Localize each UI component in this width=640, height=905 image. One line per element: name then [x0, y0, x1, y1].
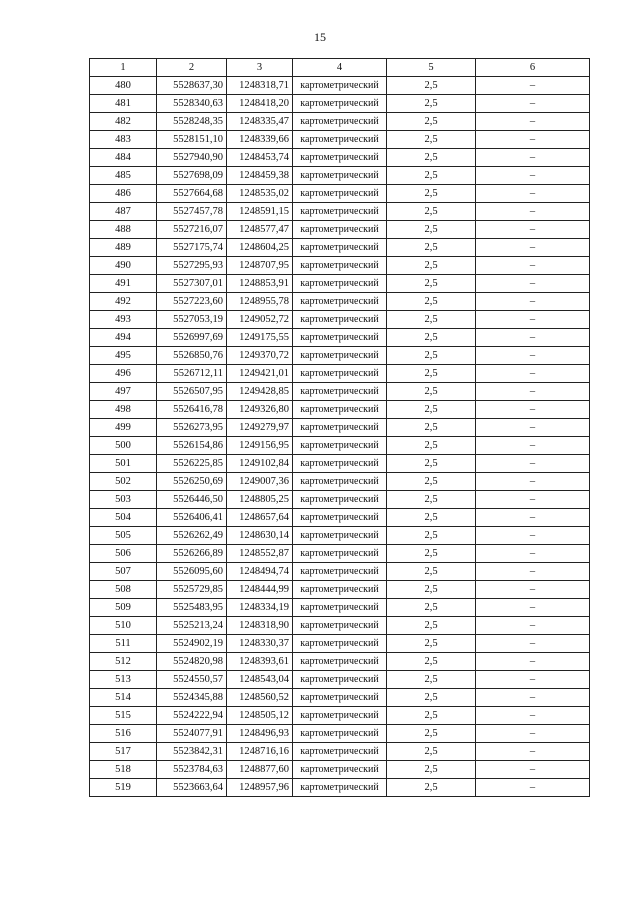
x-coordinate-cell: 5524902,19: [157, 635, 227, 653]
x-coordinate-cell: 5527664,68: [157, 185, 227, 203]
method-cell: картометрический: [293, 653, 387, 671]
note-cell: –: [476, 599, 590, 617]
point-number-cell: 495: [90, 347, 157, 365]
accuracy-cell: 2,5: [387, 275, 476, 293]
point-number-cell: 484: [90, 149, 157, 167]
method-cell: картометрический: [293, 311, 387, 329]
note-cell: –: [476, 671, 590, 689]
point-number-cell: 489: [90, 239, 157, 257]
point-number-cell: 500: [90, 437, 157, 455]
point-number-cell: 491: [90, 275, 157, 293]
x-coordinate-cell: 5527940,90: [157, 149, 227, 167]
method-cell: картометрический: [293, 401, 387, 419]
x-coordinate-cell: 5527307,01: [157, 275, 227, 293]
point-number-cell: 502: [90, 473, 157, 491]
x-coordinate-cell: 5525213,24: [157, 617, 227, 635]
method-cell: картометрический: [293, 509, 387, 527]
header-cell: 4: [293, 59, 387, 77]
y-coordinate-cell: 1248330,37: [227, 635, 293, 653]
note-cell: –: [476, 707, 590, 725]
accuracy-cell: 2,5: [387, 617, 476, 635]
point-number-cell: 505: [90, 527, 157, 545]
x-coordinate-cell: 5524550,57: [157, 671, 227, 689]
y-coordinate-cell: 1248318,71: [227, 77, 293, 95]
table-row: [90, 311, 590, 329]
method-cell: картометрический: [293, 383, 387, 401]
table-row: [90, 221, 590, 239]
note-cell: –: [476, 491, 590, 509]
note-cell: –: [476, 275, 590, 293]
note-cell: –: [476, 509, 590, 527]
note-cell: –: [476, 635, 590, 653]
accuracy-cell: 2,5: [387, 149, 476, 167]
point-number-cell: 509: [90, 599, 157, 617]
method-cell: картометрический: [293, 149, 387, 167]
accuracy-cell: 2,5: [387, 545, 476, 563]
note-cell: –: [476, 149, 590, 167]
y-coordinate-cell: 1248543,04: [227, 671, 293, 689]
method-cell: картометрический: [293, 257, 387, 275]
point-number-cell: 498: [90, 401, 157, 419]
table-row: [90, 671, 590, 689]
table-row: [90, 725, 590, 743]
table-row: [90, 167, 590, 185]
x-coordinate-cell: 5527698,09: [157, 167, 227, 185]
note-cell: –: [476, 95, 590, 113]
method-cell: картометрический: [293, 545, 387, 563]
point-number-cell: 487: [90, 203, 157, 221]
table-body: [90, 59, 590, 797]
point-number-cell: 504: [90, 509, 157, 527]
table-row: [90, 131, 590, 149]
point-number-cell: 497: [90, 383, 157, 401]
method-cell: картометрический: [293, 419, 387, 437]
header-cell: 2: [157, 59, 227, 77]
accuracy-cell: 2,5: [387, 293, 476, 311]
note-cell: –: [476, 185, 590, 203]
y-coordinate-cell: 1248453,74: [227, 149, 293, 167]
point-number-cell: 496: [90, 365, 157, 383]
method-cell: картометрический: [293, 491, 387, 509]
header-cell: 3: [227, 59, 293, 77]
y-coordinate-cell: 1248560,52: [227, 689, 293, 707]
table-row: [90, 113, 590, 131]
y-coordinate-cell: 1248496,93: [227, 725, 293, 743]
x-coordinate-cell: 5528637,30: [157, 77, 227, 95]
accuracy-cell: 2,5: [387, 761, 476, 779]
y-coordinate-cell: 1248957,96: [227, 779, 293, 797]
x-coordinate-cell: 5527295,93: [157, 257, 227, 275]
point-number-cell: 515: [90, 707, 157, 725]
x-coordinate-cell: 5523842,31: [157, 743, 227, 761]
method-cell: картометрический: [293, 473, 387, 491]
point-number-cell: 507: [90, 563, 157, 581]
method-cell: картометрический: [293, 689, 387, 707]
x-coordinate-cell: 5527216,07: [157, 221, 227, 239]
accuracy-cell: 2,5: [387, 653, 476, 671]
table-row: [90, 473, 590, 491]
x-coordinate-cell: 5526266,89: [157, 545, 227, 563]
note-cell: –: [476, 527, 590, 545]
method-cell: картометрический: [293, 743, 387, 761]
y-coordinate-cell: 1248335,47: [227, 113, 293, 131]
x-coordinate-cell: 5523663,64: [157, 779, 227, 797]
x-coordinate-cell: 5525729,85: [157, 581, 227, 599]
note-cell: –: [476, 167, 590, 185]
table-row: [90, 419, 590, 437]
table-row: [90, 365, 590, 383]
method-cell: картометрический: [293, 725, 387, 743]
x-coordinate-cell: 5526250,69: [157, 473, 227, 491]
table-row: [90, 437, 590, 455]
method-cell: картометрический: [293, 293, 387, 311]
accuracy-cell: 2,5: [387, 401, 476, 419]
y-coordinate-cell: 1248716,16: [227, 743, 293, 761]
note-cell: –: [476, 545, 590, 563]
x-coordinate-cell: 5527175,74: [157, 239, 227, 257]
note-cell: –: [476, 113, 590, 131]
x-coordinate-cell: 5523784,63: [157, 761, 227, 779]
table-row: [90, 545, 590, 563]
method-cell: картометрический: [293, 599, 387, 617]
note-cell: –: [476, 365, 590, 383]
table-row: [90, 581, 590, 599]
table-row: [90, 203, 590, 221]
accuracy-cell: 2,5: [387, 581, 476, 599]
table-header-row: [90, 59, 590, 77]
accuracy-cell: 2,5: [387, 167, 476, 185]
accuracy-cell: 2,5: [387, 185, 476, 203]
page-number: 15: [314, 30, 326, 44]
table-row: [90, 455, 590, 473]
point-number-cell: 488: [90, 221, 157, 239]
y-coordinate-cell: 1248657,64: [227, 509, 293, 527]
point-number-cell: 510: [90, 617, 157, 635]
note-cell: –: [476, 419, 590, 437]
y-coordinate-cell: 1249102,84: [227, 455, 293, 473]
y-coordinate-cell: 1248444,99: [227, 581, 293, 599]
accuracy-cell: 2,5: [387, 671, 476, 689]
note-cell: –: [476, 221, 590, 239]
x-coordinate-cell: 5526997,69: [157, 329, 227, 347]
y-coordinate-cell: 1248577,47: [227, 221, 293, 239]
accuracy-cell: 2,5: [387, 95, 476, 113]
point-number-cell: 517: [90, 743, 157, 761]
note-cell: –: [476, 473, 590, 491]
y-coordinate-cell: 1248339,66: [227, 131, 293, 149]
accuracy-cell: 2,5: [387, 131, 476, 149]
note-cell: –: [476, 581, 590, 599]
x-coordinate-cell: 5526273,95: [157, 419, 227, 437]
table-row: [90, 617, 590, 635]
x-coordinate-cell: 5526850,76: [157, 347, 227, 365]
y-coordinate-cell: 1248955,78: [227, 293, 293, 311]
x-coordinate-cell: 5526154,86: [157, 437, 227, 455]
note-cell: –: [476, 761, 590, 779]
accuracy-cell: 2,5: [387, 689, 476, 707]
y-coordinate-cell: 1248459,38: [227, 167, 293, 185]
table-row: [90, 293, 590, 311]
note-cell: –: [476, 77, 590, 95]
x-coordinate-cell: 5525483,95: [157, 599, 227, 617]
x-coordinate-cell: 5526446,50: [157, 491, 227, 509]
y-coordinate-cell: 1248630,14: [227, 527, 293, 545]
x-coordinate-cell: 5527053,19: [157, 311, 227, 329]
table-row: [90, 689, 590, 707]
table-row: [90, 401, 590, 419]
method-cell: картометрический: [293, 761, 387, 779]
note-cell: –: [476, 653, 590, 671]
method-cell: картометрический: [293, 581, 387, 599]
point-number-cell: 490: [90, 257, 157, 275]
method-cell: картометрический: [293, 167, 387, 185]
x-coordinate-cell: 5526712,11: [157, 365, 227, 383]
method-cell: картометрический: [293, 671, 387, 689]
method-cell: картометрический: [293, 707, 387, 725]
y-coordinate-cell: 1248604,25: [227, 239, 293, 257]
method-cell: картометрический: [293, 635, 387, 653]
header-cell: 5: [387, 59, 476, 77]
y-coordinate-cell: 1248535,02: [227, 185, 293, 203]
x-coordinate-cell: 5528151,10: [157, 131, 227, 149]
accuracy-cell: 2,5: [387, 455, 476, 473]
method-cell: картометрический: [293, 275, 387, 293]
y-coordinate-cell: 1248552,87: [227, 545, 293, 563]
header-cell: 6: [476, 59, 590, 77]
point-number-cell: 485: [90, 167, 157, 185]
note-cell: –: [476, 293, 590, 311]
table-row: [90, 527, 590, 545]
method-cell: картометрический: [293, 455, 387, 473]
y-coordinate-cell: 1249007,36: [227, 473, 293, 491]
point-number-cell: 514: [90, 689, 157, 707]
note-cell: –: [476, 563, 590, 581]
accuracy-cell: 2,5: [387, 599, 476, 617]
accuracy-cell: 2,5: [387, 365, 476, 383]
y-coordinate-cell: 1249156,95: [227, 437, 293, 455]
table-row: [90, 635, 590, 653]
table-row: [90, 491, 590, 509]
point-number-cell: 512: [90, 653, 157, 671]
table-row: [90, 383, 590, 401]
y-coordinate-cell: 1248494,74: [227, 563, 293, 581]
accuracy-cell: 2,5: [387, 491, 476, 509]
point-number-cell: 480: [90, 77, 157, 95]
note-cell: –: [476, 311, 590, 329]
accuracy-cell: 2,5: [387, 329, 476, 347]
y-coordinate-cell: 1248334,19: [227, 599, 293, 617]
point-number-cell: 513: [90, 671, 157, 689]
method-cell: картометрический: [293, 617, 387, 635]
y-coordinate-cell: 1249370,72: [227, 347, 293, 365]
accuracy-cell: 2,5: [387, 113, 476, 131]
table-row: [90, 599, 590, 617]
note-cell: –: [476, 779, 590, 797]
table-row: [90, 95, 590, 113]
point-number-cell: 501: [90, 455, 157, 473]
y-coordinate-cell: 1249421,01: [227, 365, 293, 383]
note-cell: –: [476, 455, 590, 473]
accuracy-cell: 2,5: [387, 257, 476, 275]
point-number-cell: 499: [90, 419, 157, 437]
note-cell: –: [476, 257, 590, 275]
accuracy-cell: 2,5: [387, 527, 476, 545]
accuracy-cell: 2,5: [387, 239, 476, 257]
accuracy-cell: 2,5: [387, 563, 476, 581]
note-cell: –: [476, 239, 590, 257]
accuracy-cell: 2,5: [387, 743, 476, 761]
point-number-cell: 503: [90, 491, 157, 509]
x-coordinate-cell: 5526406,41: [157, 509, 227, 527]
method-cell: картометрический: [293, 437, 387, 455]
point-number-cell: 494: [90, 329, 157, 347]
accuracy-cell: 2,5: [387, 437, 476, 455]
y-coordinate-cell: 1249052,72: [227, 311, 293, 329]
table-row: [90, 77, 590, 95]
y-coordinate-cell: 1248707,95: [227, 257, 293, 275]
x-coordinate-cell: 5524222,94: [157, 707, 227, 725]
point-number-cell: 493: [90, 311, 157, 329]
accuracy-cell: 2,5: [387, 347, 476, 365]
header-cell: 1: [90, 59, 157, 77]
table-row: [90, 653, 590, 671]
accuracy-cell: 2,5: [387, 635, 476, 653]
point-number-cell: 482: [90, 113, 157, 131]
note-cell: –: [476, 203, 590, 221]
y-coordinate-cell: 1248318,90: [227, 617, 293, 635]
point-number-cell: 483: [90, 131, 157, 149]
method-cell: картометрический: [293, 329, 387, 347]
table-row: [90, 509, 590, 527]
accuracy-cell: 2,5: [387, 311, 476, 329]
x-coordinate-cell: 5528340,63: [157, 95, 227, 113]
y-coordinate-cell: 1248805,25: [227, 491, 293, 509]
point-number-cell: 486: [90, 185, 157, 203]
note-cell: –: [476, 131, 590, 149]
y-coordinate-cell: 1249428,85: [227, 383, 293, 401]
x-coordinate-cell: 5526095,60: [157, 563, 227, 581]
table-row: [90, 347, 590, 365]
table-row: [90, 563, 590, 581]
accuracy-cell: 2,5: [387, 383, 476, 401]
x-coordinate-cell: 5527457,78: [157, 203, 227, 221]
accuracy-cell: 2,5: [387, 473, 476, 491]
note-cell: –: [476, 401, 590, 419]
y-coordinate-cell: 1248418,20: [227, 95, 293, 113]
y-coordinate-cell: 1249175,55: [227, 329, 293, 347]
x-coordinate-cell: 5524820,98: [157, 653, 227, 671]
point-number-cell: 511: [90, 635, 157, 653]
method-cell: картометрический: [293, 365, 387, 383]
x-coordinate-cell: 5528248,35: [157, 113, 227, 131]
note-cell: –: [476, 347, 590, 365]
point-number-cell: 519: [90, 779, 157, 797]
table-row: [90, 185, 590, 203]
x-coordinate-cell: 5526225,85: [157, 455, 227, 473]
method-cell: картометрический: [293, 95, 387, 113]
note-cell: –: [476, 437, 590, 455]
table-row: [90, 239, 590, 257]
x-coordinate-cell: 5524077,91: [157, 725, 227, 743]
method-cell: картометрический: [293, 203, 387, 221]
point-number-cell: 481: [90, 95, 157, 113]
table-row: [90, 761, 590, 779]
point-number-cell: 506: [90, 545, 157, 563]
y-coordinate-cell: 1248853,91: [227, 275, 293, 293]
accuracy-cell: 2,5: [387, 221, 476, 239]
table-row: [90, 743, 590, 761]
accuracy-cell: 2,5: [387, 707, 476, 725]
method-cell: картометрический: [293, 239, 387, 257]
point-number-cell: 518: [90, 761, 157, 779]
table-row: [90, 149, 590, 167]
x-coordinate-cell: 5526416,78: [157, 401, 227, 419]
method-cell: картометрический: [293, 563, 387, 581]
table-row: [90, 257, 590, 275]
accuracy-cell: 2,5: [387, 725, 476, 743]
table-row: [90, 329, 590, 347]
method-cell: картометрический: [293, 221, 387, 239]
method-cell: картометрический: [293, 185, 387, 203]
method-cell: картометрический: [293, 113, 387, 131]
y-coordinate-cell: 1249279,97: [227, 419, 293, 437]
accuracy-cell: 2,5: [387, 509, 476, 527]
x-coordinate-cell: 5526507,95: [157, 383, 227, 401]
y-coordinate-cell: 1248877,60: [227, 761, 293, 779]
note-cell: –: [476, 617, 590, 635]
accuracy-cell: 2,5: [387, 419, 476, 437]
y-coordinate-cell: 1248393,61: [227, 653, 293, 671]
table-row: [90, 779, 590, 797]
accuracy-cell: 2,5: [387, 779, 476, 797]
note-cell: –: [476, 383, 590, 401]
x-coordinate-cell: 5527223,60: [157, 293, 227, 311]
point-number-cell: 508: [90, 581, 157, 599]
method-cell: картометрический: [293, 131, 387, 149]
note-cell: –: [476, 689, 590, 707]
y-coordinate-cell: 1249326,80: [227, 401, 293, 419]
y-coordinate-cell: 1248505,12: [227, 707, 293, 725]
point-number-cell: 516: [90, 725, 157, 743]
accuracy-cell: 2,5: [387, 203, 476, 221]
method-cell: картометрический: [293, 527, 387, 545]
note-cell: –: [476, 329, 590, 347]
table-row: [90, 707, 590, 725]
coordinates-table: [89, 58, 590, 797]
x-coordinate-cell: 5524345,88: [157, 689, 227, 707]
method-cell: картометрический: [293, 347, 387, 365]
y-coordinate-cell: 1248591,15: [227, 203, 293, 221]
method-cell: картометрический: [293, 779, 387, 797]
accuracy-cell: 2,5: [387, 77, 476, 95]
note-cell: –: [476, 743, 590, 761]
x-coordinate-cell: 5526262,49: [157, 527, 227, 545]
note-cell: –: [476, 725, 590, 743]
method-cell: картометрический: [293, 77, 387, 95]
table-row: [90, 275, 590, 293]
point-number-cell: 492: [90, 293, 157, 311]
